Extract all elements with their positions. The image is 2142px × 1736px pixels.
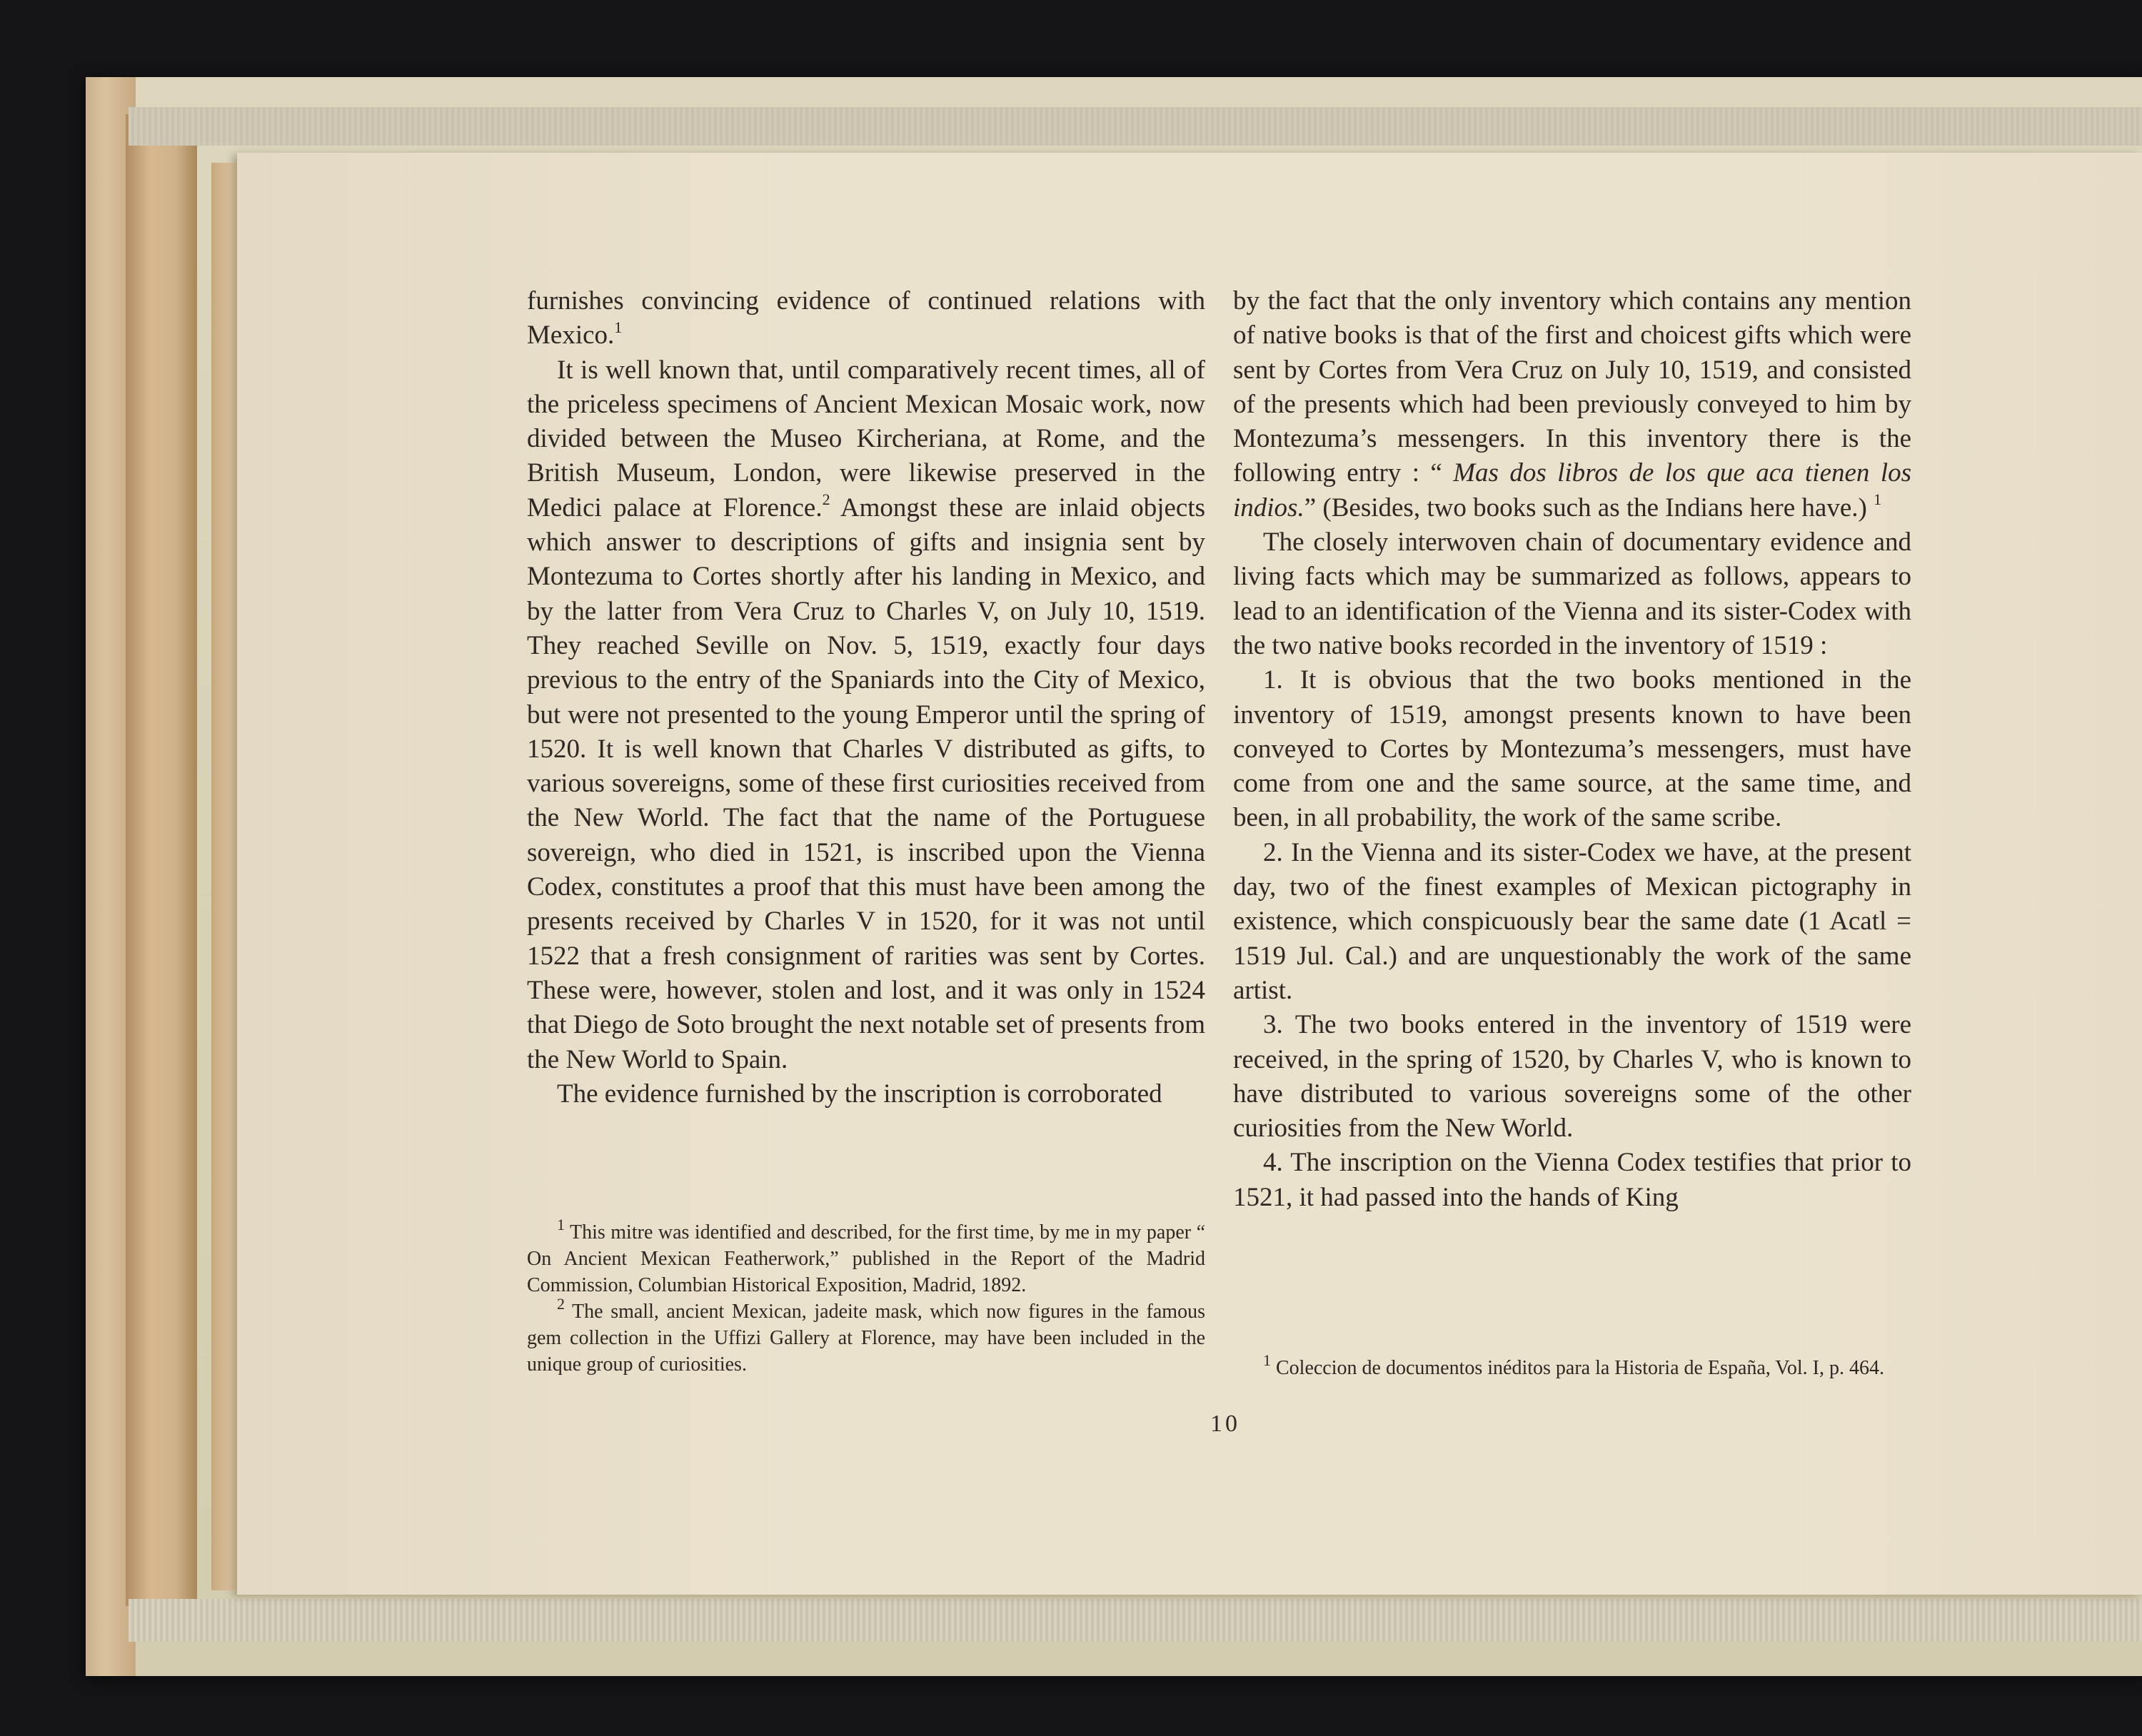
page-edge: [211, 163, 240, 1590]
list-item: 2. In the Vienna and its sister-Codex we have, at the present day, two of the finest examples of Mexican pictography in existence, which conspicuously bear the same date (1 Acatl = 1519 Jul. Cal.) and are unquestionably the work of the same artist.: [1233, 837, 1911, 1005]
paragraph: The evidence furnished by the inscription is corroborated: [557, 1079, 1162, 1109]
list-item: 3. The two books entered in the inventory of 1519 were received, in the spring of 1520, by Charles V, who is known to have distributed to various sovereigns some of the other curiosities from the New World.: [1233, 1010, 1911, 1144]
left-text-column: [527, 284, 1205, 1111]
footnote: $^1$ This mitre was identified and described, for the first time, by me in my paper “ On Ancient Mexican Featherwork,” published in the Report of the Madrid Commission, Columbian Historical Exposition, Madrid, 1892.: [527, 1215, 1205, 1296]
list-item: 1. It is obvious that the two books mentioned in the inventory of 1519, amongst presents known to have been conveyed to Cortes by Montezuma’s messengers, must have come from one and the same source, at the same time, and been, in all probability, the work of the same scribe.: [1233, 665, 1911, 833]
right-text-column: [1233, 284, 1911, 1215]
left-footnotes: [527, 1215, 1205, 1378]
binding-flap: [126, 114, 197, 1606]
footnote: $^2$ The small, ancient Mexican, jadeite mask, which now figures in the famous gem collection in the Uffizi Gallery at Florence, may have been included in the unique group of curiosities.: [527, 1294, 1205, 1376]
list-item: 4. The inscription on the Vienna Codex testifies that prior to 1521, it had passed into the hands of King: [1233, 1148, 1911, 1212]
board-bottom-edge: [129, 1599, 2142, 1642]
paragraph: by the fact that the only inventory which contains any mention of native books is that of the first and choicest gifts which were sent by Cortes from Vera Cruz on July 10, 1519, and consisted of the presents which had been previously conveyed to him by Montezuma’s messengers. In this inventory there is the following entry : “ Mas dos libros de los que aca tienen los indios.” (Besides, two books such as the Indians here have.) $^1$: [1233, 286, 1912, 523]
footnote-mark: 1: [614, 318, 623, 336]
page-number: 10: [1210, 1410, 1240, 1437]
footnote-mark: 2: [822, 490, 830, 509]
quoted-entry: Mas dos libros de los que aca tienen los indios.: [1233, 458, 1912, 523]
paragraph: It is well known that, until comparatively recent times, all of the priceless specimens of Ancient Mexican Mosaic work, now divided between the Museo Kircheriana, at Rome, and the British Museum, London, were likewise preserved in the Medici palace at Florence.$^2$ Amongst these are inlaid objects which answer to descriptions of gifts and insignia sent by Montezuma to Cortes shortly after his landing in Mexico, and by the latter from Vera Cruz to Charles V, on July 10, 1519. They reached Seville on Nov. 5, 1519, exactly four days previous to the entry of the Spaniards into the City of Mexico, but were not presented to the young Emperor until the spring of 1520. It is well known that Charles V distributed as gifts, to various sovereigns, some of these first curiosities received from the New World. The fact that the name of the Portuguese sovereign, who died in 1521, is inscribed upon the Vienna Codex, constitutes a proof that this must have been among the presents received by Charles V in 1520, for it was not until 1522 that a fresh consignment of rarities was sent by Cortes. These were, however, stolen and lost, and it was only in 1524 that Diego de Soto brought the next notable set of presents from the New World to Spain.: [527, 355, 1206, 1074]
board-top-edge: [129, 107, 2142, 146]
right-footnotes: [1233, 1351, 1911, 1381]
paragraph: The closely interwoven chain of documentary evidence and living facts which may be summarized as follows, appears to lead to an identification of the Vienna and its sister-Codex with the two native books recorded in the inventory of 1519 :: [1233, 528, 1911, 660]
footnote: $^1$ Coleccion de documentos inéditos para la Historia de España, Vol. I, p. 464.: [1263, 1351, 1885, 1379]
footnote-mark: 1: [1874, 490, 1882, 509]
paragraph: furnishes convincing evidence of continued relations with Mexico.$^1$: [527, 286, 1205, 350]
